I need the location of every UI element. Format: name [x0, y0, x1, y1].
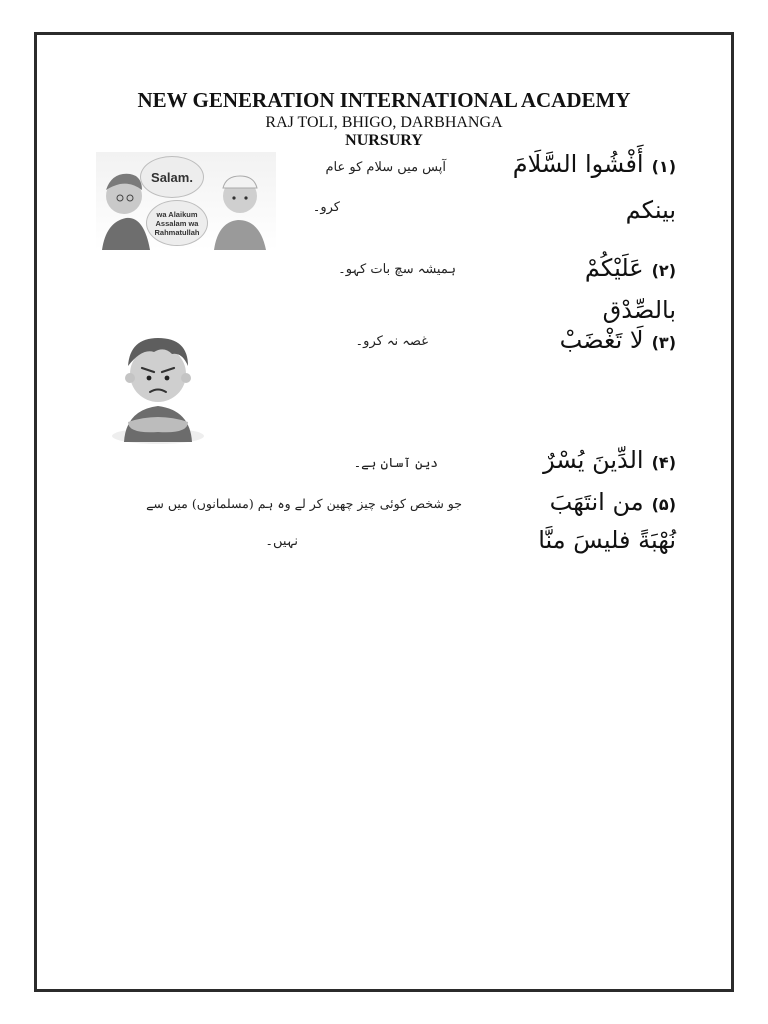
hadith-4-arabic-line1 [543, 446, 676, 474]
school-address: RAJ TOLI, BHIGO, DARBHANGA [265, 114, 503, 131]
hadith-4-urdu-line1: دین آسان ہے۔ [353, 456, 438, 471]
hadith-2-arabic-line2: بالصِّدْق [602, 296, 676, 324]
hadith-2-arabic-text: عَلَيْكُمْ [584, 254, 644, 282]
school-name: NEW GENERATION INTERNATIONAL ACADEMY [137, 88, 631, 112]
salam-bubble-text: Salam. [151, 169, 193, 185]
hadith-1-urdu-line1: آپس میں سلام کو عام [325, 160, 446, 175]
greeting-boys-illustration [96, 152, 276, 250]
angry-boy-illustration [108, 324, 208, 444]
hadith-3-number: (۳) [651, 333, 676, 352]
hadith-4-arabic-text: الدِّينَ يُسْرٌ [543, 446, 644, 474]
hadith-3-urdu-line1: غصہ نہ کرو۔ [355, 334, 428, 349]
reply-bubble-text: wa Alaikum Assalam wa Rahmatullah [154, 209, 200, 237]
salam-speech-bubble [140, 156, 204, 198]
hadith-3-arabic-line1 [560, 326, 676, 354]
hadith-5-arabic-text: من انتَهَبَ [549, 488, 644, 516]
hadith-1-urdu-line2: کرو۔ [312, 200, 340, 215]
hadith-5-number: (۵) [651, 495, 676, 514]
hadith-2-urdu-line1: ہمیشہ سچ بات کہو۔ [338, 262, 456, 277]
hadith-4-number: (۴) [651, 453, 676, 472]
hadith-1-arabic-line2: بينكم [625, 196, 676, 224]
hadith-1-number: (۱) [651, 157, 676, 176]
hadith-2-arabic-line1 [585, 254, 676, 282]
hadith-5-urdu-line2: نہیں۔ [265, 534, 298, 549]
hadith-5-arabic-line2: نُهْبَةً فليسَ منَّا [538, 526, 676, 554]
class-name: NURSURY [345, 132, 423, 149]
hadith-2-number: (۲) [651, 261, 676, 280]
hadith-1-arabic-line1 [513, 150, 676, 178]
hadith-3-arabic-text: لَا تَغْضَبْ [559, 326, 644, 354]
hadith-5-urdu-line1: جو شخص کوئی چیز چھین کر لے وہ ہم (مسلمانوں) میں سے [146, 496, 462, 511]
reply-speech-bubble [146, 200, 208, 246]
hadith-1-arabic-text: أَفْشُوا السَّلَامَ [512, 150, 644, 178]
hadith-5-arabic-line1 [550, 488, 676, 516]
